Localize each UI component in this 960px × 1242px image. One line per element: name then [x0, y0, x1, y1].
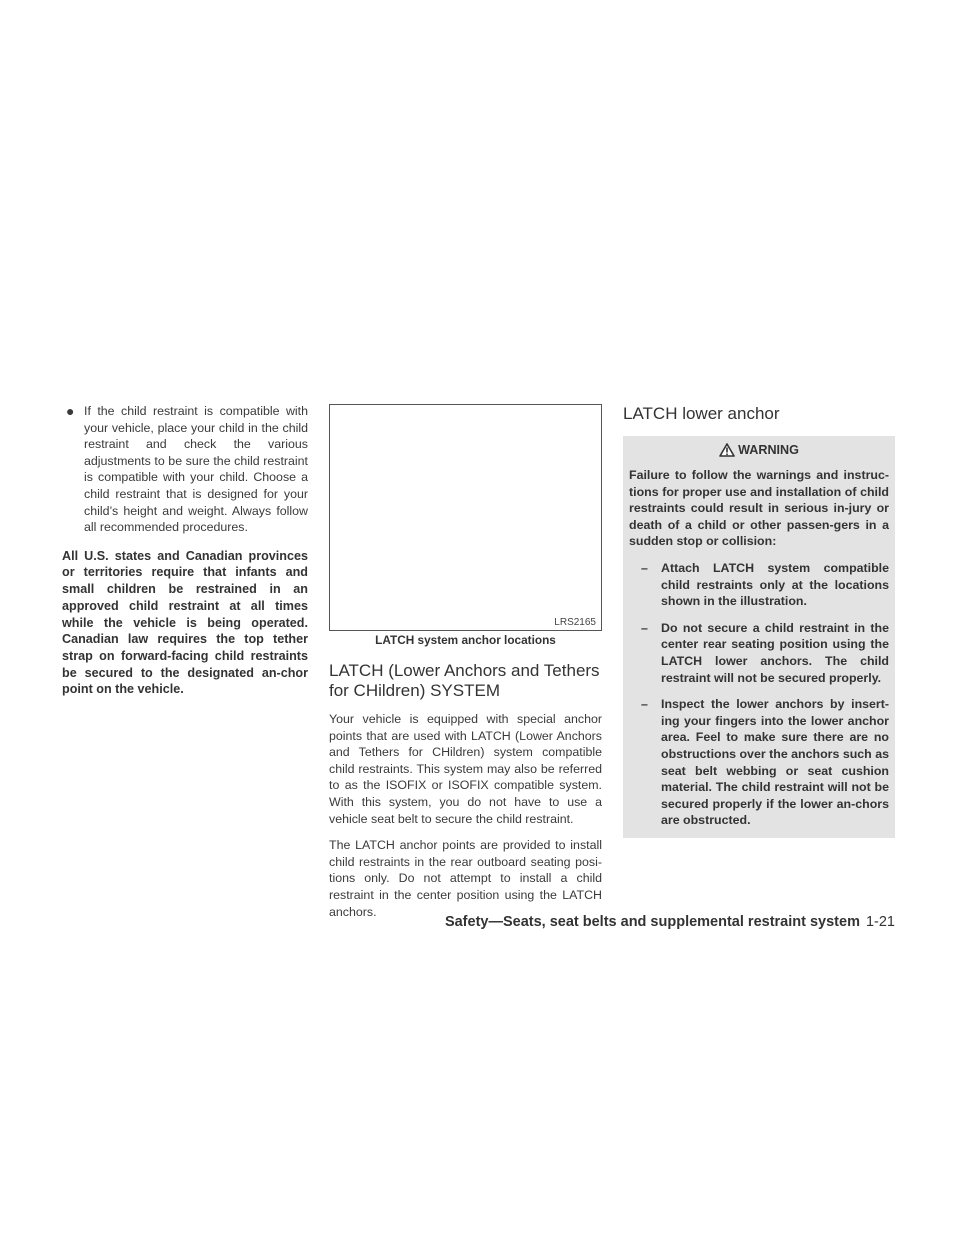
latch-system-heading: LATCH (Lower Anchors and Tethers for CHildren) SYSTEM — [329, 661, 600, 700]
footer-section-title: Safety—Seats, seat belts and supplemental restraint system — [444, 914, 860, 930]
latch-anchor-points-paragraph: The LATCH anchor points are provided to install child restraints in the rear outboard seating posi-tions only. Do not attempt to install a child restraint in the center position using the LATCH anchors. — [329, 838, 602, 919]
warning-item-center-seat — [641, 620, 889, 686]
page-footer — [445, 914, 895, 930]
warning-triangle-icon — [719, 443, 735, 457]
warning-label: WARNING — [738, 443, 799, 457]
warning-item-attach — [641, 560, 889, 610]
law-requirement-paragraph: All U.S. states and Canadian provinces or territories require that infants and small children be restrained in an approved child restraint at all times while the vehicle is being operated. Canadian law requires the top tether strap on forward-facing child restraints be secured to the designated an-chor point on the vehicle. — [62, 548, 308, 697]
lower-anchor-heading: LATCH lower anchor — [623, 404, 780, 423]
bullet-item-compatibility — [62, 403, 308, 536]
bullet-icon: ● — [66, 403, 75, 419]
warning-title — [629, 443, 889, 457]
latch-anchor-illustration — [329, 404, 602, 631]
right-column — [623, 404, 895, 838]
warning-box — [623, 436, 895, 838]
latch-intro-paragraph: Your vehicle is equipped with special anchor points that are used with LATCH (Lower Anchors and Tethers for CHildren) system compatible child restraints. This system may also be referred to as the ISOFIX or ISOFIX compatible system. With this system, you do not have to use a vehicle seat belt to secure the child restraint. — [329, 712, 602, 826]
warning-item-text: Do not secure a child restraint in the center rear seating position using the LATCH lower anchors. The child restraint will not be secured properly. — [661, 620, 889, 685]
figure-code: LRS2165 — [554, 617, 596, 628]
warning-intro: Failure to follow the warnings and instruc-tions for proper use and installation of child restraints could result in serious in-jury or death of a child or other passen-gers in a sudden stop or collision: — [629, 468, 889, 549]
warning-item-text: Inspect the lower anchors by insert-ing your fingers into the lower anchor area. Feel to make sure there are no obstructions over the anchors such as seat belt webbing or seat cushion material. The child restraint will not be secured properly if the lower an-chors are obstructed. — [661, 697, 889, 828]
warning-item-text: Attach LATCH system compatible child restraints only at the locations shown in the illustration. — [661, 560, 889, 609]
dash-icon: – — [641, 560, 648, 575]
warning-item-inspect — [641, 696, 889, 829]
dash-icon: – — [641, 697, 648, 712]
page-number: 1-21 — [865, 914, 895, 930]
bullet-text: If the child restraint is compatible with your vehicle, place your child in the child restraint and check the various adjustments to be sure the child restraint is compatible with your child. Choose a child restraint that is designed for your child’s height and weight. Always follow all recommended procedures. — [84, 404, 308, 535]
middle-column — [329, 404, 602, 920]
dash-icon: – — [641, 620, 648, 635]
left-column — [62, 403, 308, 698]
figure-caption: LATCH system anchor locations — [375, 633, 556, 647]
